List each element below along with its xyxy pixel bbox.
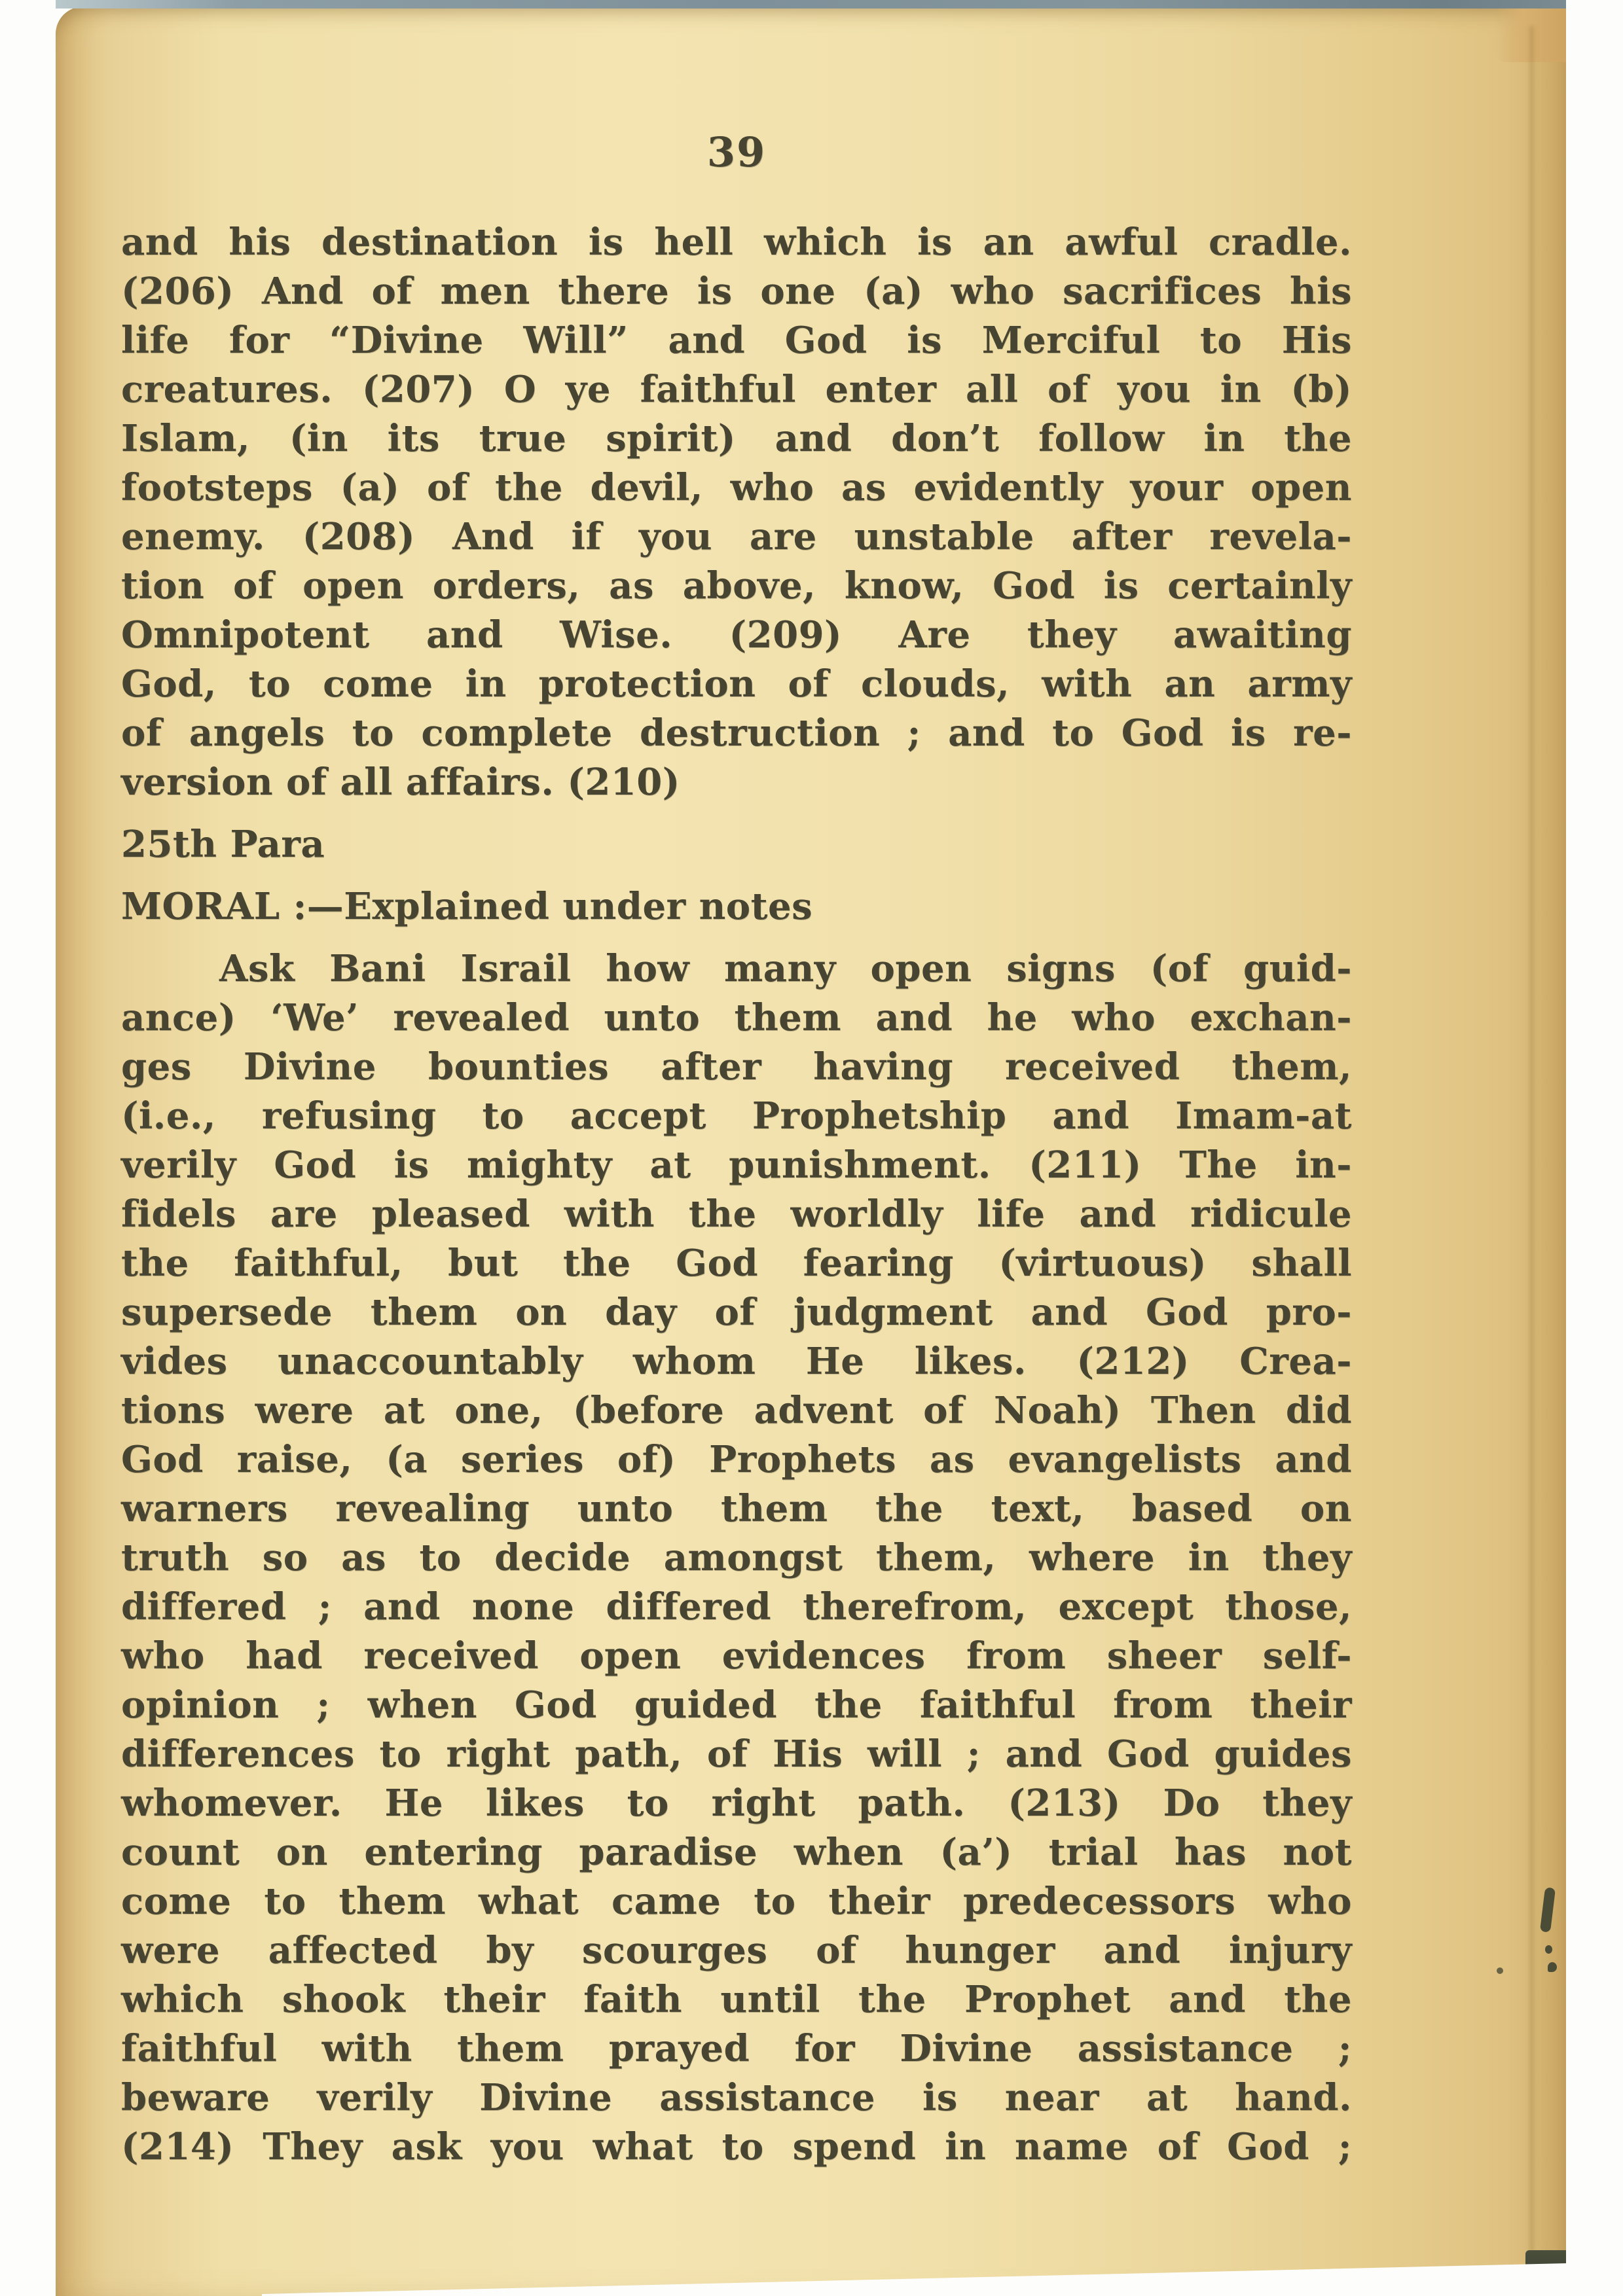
- text-line: the faithful, but the God fearing (virtuous) shall: [121, 1242, 1352, 1285]
- body-paragraph-1: [121, 218, 1352, 807]
- text-line: come to them what came to their predecessors who: [121, 1880, 1352, 1923]
- text-column: [121, 218, 1352, 2172]
- text-line: and his destination is hell which is an awful cradle.: [121, 221, 1352, 264]
- para-heading: 25th Para: [121, 823, 325, 866]
- text-line: count on entering paradise when (a’) trial has not: [121, 1831, 1352, 1874]
- text-line: Islam, (in its true spirit) and don’t follow in the: [121, 417, 1352, 460]
- text-line: truth so as to decide amongst them, where in they: [121, 1536, 1352, 1579]
- text-line: Ask Bani Israil how many open signs (of guid-: [219, 947, 1352, 990]
- text-line: life for “Divine Will” and God is Merciful to His: [121, 319, 1352, 362]
- text-line: beware verily Divine assistance is near at hand.: [121, 2076, 1352, 2119]
- text-line: warners revealing unto them the text, based on: [121, 1487, 1352, 1530]
- text-line: supersede them on day of judgment and God pro-: [121, 1291, 1352, 1334]
- text-line: which shook their faith until the Prophet and the: [121, 1978, 1352, 2021]
- text-line: who had received open evidences from sheer self-: [121, 1634, 1352, 1677]
- text-line: God, to come in protection of clouds, with an army: [121, 662, 1352, 706]
- text-line: fidels are pleased with the worldly life and ridicule: [121, 1193, 1352, 1236]
- ink-mark-dot: [1497, 1967, 1503, 1974]
- text-line: of angels to complete destruction ; and to God is re-: [121, 711, 1352, 755]
- body-paragraph-2: [121, 944, 1352, 2172]
- text-line: (i.e., refusing to accept Prophetship and Imam-at: [121, 1094, 1352, 1138]
- text-line: faithful with them prayed for Divine assistance ;: [121, 2027, 1352, 2070]
- text-line: Omnipotent and Wise. (209) Are they awaiting: [121, 613, 1352, 656]
- text-line: were affected by scourges of hunger and injury: [121, 1929, 1352, 1972]
- text-line: creatures. (207) O ye faithful enter all of you in (b): [121, 368, 1352, 411]
- text-line: differed ; and none differed therefrom, except those,: [121, 1585, 1352, 1628]
- text-line: vides unaccountably whom He likes. (212) Crea-: [121, 1340, 1352, 1383]
- moral-heading: MORAL :—Explained under notes: [121, 885, 813, 928]
- ink-mark-dot: [1548, 1962, 1557, 1972]
- scanner-edge-strip: [56, 0, 1566, 9]
- text-line: ges Divine bounties after having received them,: [121, 1045, 1352, 1088]
- page-number: 39: [706, 128, 767, 176]
- text-line: differences to right path, of His will ; and God guides: [121, 1732, 1352, 1776]
- text-line: footsteps (a) of the devil, who as evidently your open: [121, 466, 1352, 509]
- ink-mark-dot: [1545, 1945, 1552, 1954]
- text-line: verily God is mighty at punishment. (211) The in-: [121, 1143, 1352, 1187]
- text-line: opinion ; when God guided the faithful from their: [121, 1683, 1352, 1727]
- text-line: (206) And of men there is one (a) who sacrifices his: [121, 270, 1352, 313]
- text-line: whomever. He likes to right path. (213) Do they: [121, 1782, 1352, 1825]
- text-line: enemy. (208) And if you are unstable after revela-: [121, 515, 1352, 558]
- text-line: God raise, (a series of) Prophets as evangelists and: [121, 1438, 1352, 1481]
- text-line: version of all affairs. (210): [121, 761, 680, 804]
- text-line: (214) They ask you what to spend in name of God ;: [121, 2125, 1352, 2168]
- text-line: tion of open orders, as above, know, God is certainly: [121, 564, 1352, 607]
- page-crease: [1529, 26, 1534, 2251]
- text-line: ance) ‘We’ revealed unto them and he who exchan-: [121, 996, 1352, 1039]
- text-line: tions were at one, (before advent of Noah) Then did: [121, 1389, 1352, 1432]
